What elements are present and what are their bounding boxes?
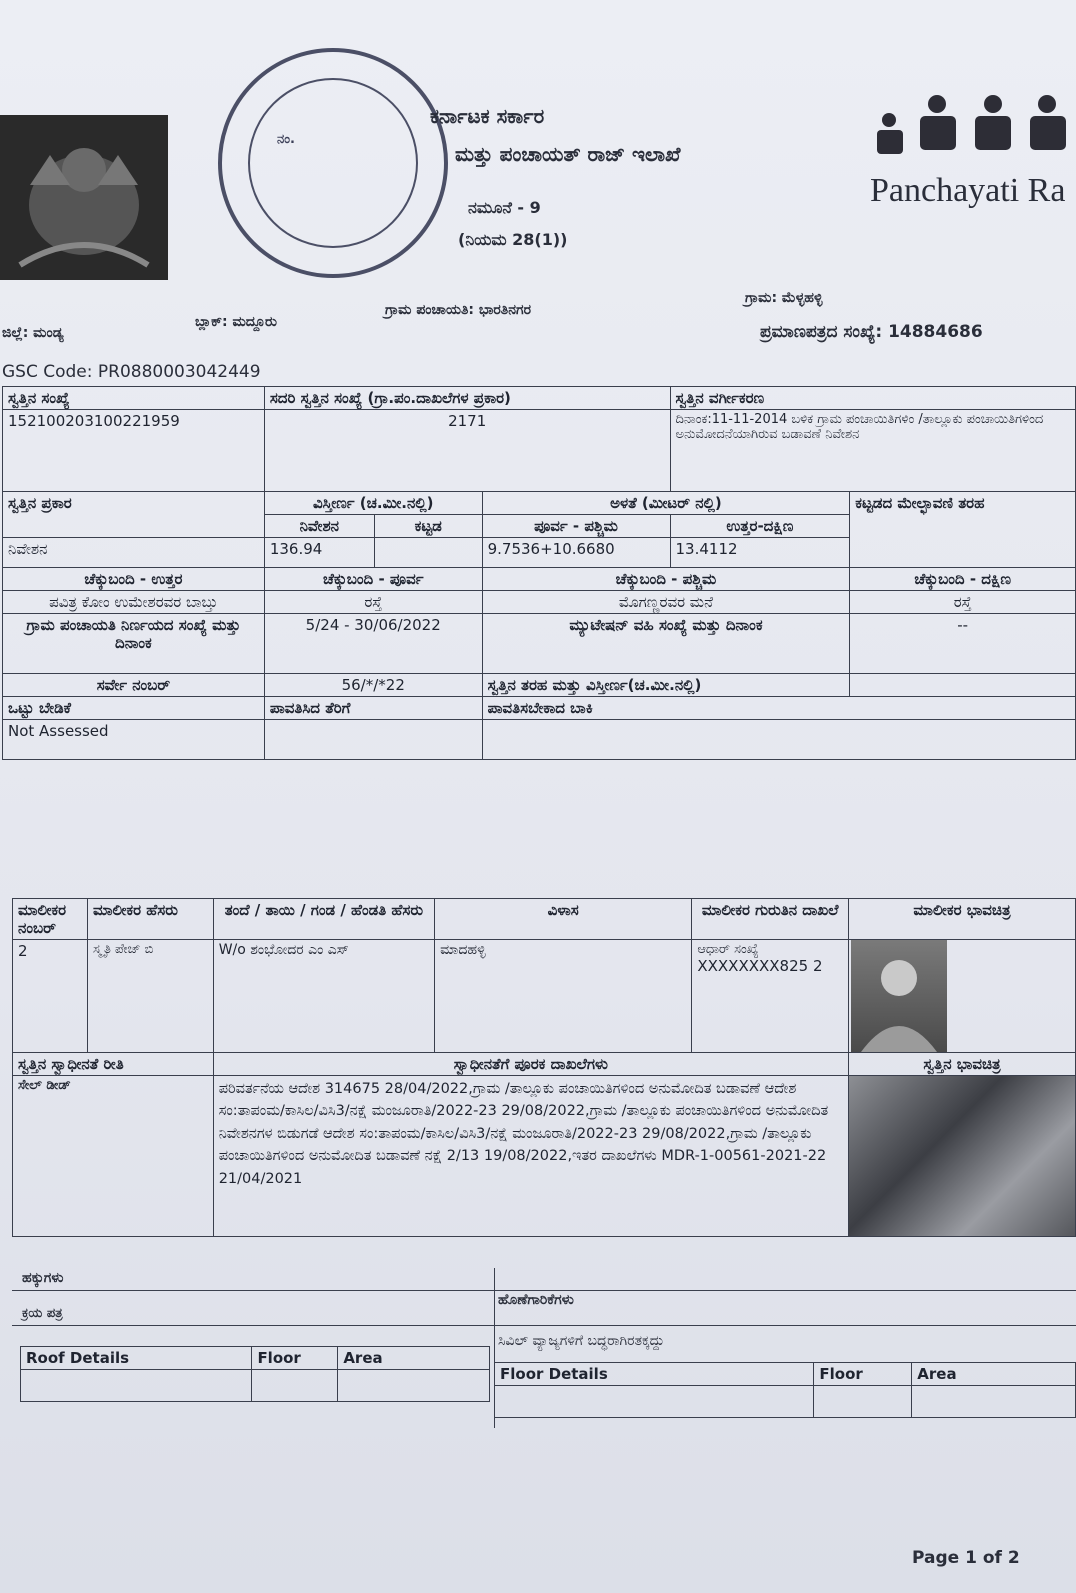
rights-header: ಹಕ್ಕುಗಳು [22, 1270, 64, 1286]
roof-area-header: Area [338, 1347, 490, 1370]
dept-title: ಮತ್ತು ಪಂಚಾಯತ್ ರಾಜ್ ಇಲಾಖೆ [455, 142, 681, 166]
roof-details-header: Roof Details [21, 1347, 252, 1370]
floor-area-header: Area [912, 1363, 1076, 1386]
acquisition-mode: ಸೇಲ್ ಡೀಡ್ [13, 1076, 214, 1237]
north-south-header: ಉತ್ತರ-ದಕ್ಷಿಣ [670, 515, 850, 538]
owner-id-cell [692, 940, 849, 1053]
taluk-label: ಬ್ಲಾಕ್: ಮದ್ದೂರು [195, 314, 277, 330]
acquisition-mode-header: ಸ್ವತ್ತಿನ ಸ್ವಾಧೀನತೆ ರೀತಿ [13, 1053, 214, 1076]
roof-details-table [20, 1346, 490, 1402]
govt-title: ಕರ್ನಾಟಕ ಸರ್ಕಾರ [430, 104, 545, 128]
property-id-header: ಸ್ವತ್ತಿನ ಸಂಖ್ಯೆ [3, 387, 265, 410]
owner-photo [851, 940, 947, 1052]
survey-header: ಸರ್ವೇ ನಂಬರ್ [3, 674, 265, 697]
id-number: XXXXXXXX825 2 [697, 957, 823, 975]
liabilities-text: ಸಿವಿಲ್ ವ್ಯಾಜ್ಯಗಳಿಗೆ ಬದ್ಧರಾಗಿರತಕ್ಕದ್ದು [498, 1333, 665, 1349]
logo-text: Panchayati Ra [870, 172, 1066, 209]
gsc-code: GSC Code: PR0880003042449 [2, 362, 261, 382]
south-boundary: ರಸ್ತೆ [850, 591, 1076, 614]
mutation-header: ಮ್ಯುಟೇಷನ್ ವಹಿ ಸಂಖ್ಯೆ ಮತ್ತು ದಿನಾಂಕ [482, 614, 850, 674]
building-header: ಕಟ್ಟಡ [374, 515, 482, 538]
property-table [2, 386, 1076, 760]
relation-name: W/o ಶಂಭೋದರ ಎಂ ಎಸ್ [213, 940, 434, 1053]
nature-area-header: ಸ್ವತ್ತಿನ ತರಹ ಮತ್ತು ವಿಸ್ತೀರ್ಣ(ಚ.ಮೀ.ನಲ್ಲಿ) [482, 674, 850, 697]
property-type: ನಿವೇಶನ [3, 538, 265, 568]
measurement-header: ಅಳತೆ (ಮೀಟರ್ ನಲ್ಲಿ) [482, 492, 850, 515]
area-header: ವಿಸ್ತೀರ್ಣ (ಚ.ಮೀ.ನಲ್ಲಿ) [264, 492, 482, 515]
page-number: Page 1 of 2 [912, 1548, 1020, 1568]
liabilities-header: ಹೊಣೆಗಾರಿಕೆಗಳು [498, 1292, 574, 1308]
supporting-docs: ಪರಿವರ್ತನೆಯ ಆದೇಶ 314675 28/04/2022,ಗ್ರಾಮ /ತಾಲ್ಲೂಕು ಪಂಚಾಯಿತಿಗಳಿಂದ ಅನುಮೋದಿತ ಬಡಾವಣೆ ಆದೇಶ ಸಂ:ತಾಪಂಮ/ಕಾಸಿಲ/ವಿಸಿ3/ನಕ್ಷೆ ಮಂಜೂರಾತಿ/2022-23 29/08/2022,ಗ್ರಾಮ /ತಾಲ್ಲೂಕು ಪಂಚಾಯಿತಿಗಳಿಂದ ಅನುಮೋದಿತ ನಿವೇಶನಗಳ ಬಿಡುಗಡೆ ಆದೇಶ ಸಂ:ತಾಪಂಮ/ಕಾಸಿಲ/ವಿಸಿ3/ನಕ್ಷೆ ಮಂಜೂರಾತಿ/2022-23 29/08/2022,ಗ್ರಾಮ /ತಾಲ್ಲೂಕು ಪಂಚಾಯಿತಿಗಳಿಂದ ಅನುಮೋದಿತ ಬಡಾವಣೆ ನಕ್ಷೆ 2/13 19/08/2022,ಇತರ ದಾಖಲೆಗಳು MDR-1-00561-2021-22 21/04/2021 [213, 1076, 848, 1237]
owner-table [12, 898, 1076, 1237]
due-header: ಪಾವತಿಸಬೇಕಾದ ಬಾಕಿ [482, 697, 1075, 720]
east-west-header: ಪೂರ್ವ - ಪಶ್ಚಿಮ [482, 515, 670, 538]
building-area [374, 538, 482, 568]
mutation-value: -- [850, 614, 1076, 674]
owner-id-header: ಮಾಲೀಕರ ಗುರುತಿನ ದಾಖಲೆ [692, 899, 849, 940]
floor-details-header: Floor Details [495, 1363, 814, 1386]
panchayati-raj-logo-icon [875, 82, 1075, 172]
address-header: ವಿಳಾಸ [435, 899, 692, 940]
certificate-number: ಪ್ರಮಾಣಪತ್ರದ ಸಂಖ್ಯೆ: 14884686 [760, 322, 983, 342]
property-photo [849, 1076, 1075, 1236]
site-header: ನಿವೇಶನ [264, 515, 374, 538]
classification: ದಿನಾಂಕ:11-11-2014 ಬಳಿಕ ಗ್ರಾಮ ಪಂಚಾಯಿತಿಗಳಿಂ /ತಾಲ್ಲೂಕು ಪಂಚಾಯಿತಿಗಳಿಂದ ಅನುಮೋದನೆಯಾಗಿರುವ ಬಡಾವಣೆ ನಿವೇಶನ [670, 410, 1076, 492]
south-boundary-header: ಚೆಕ್ಕುಬಂದಿ - ದಕ್ಷಿಣ [850, 568, 1076, 591]
survey-number: 56/*/*22 [264, 674, 482, 697]
resolution-header: ಗ್ರಾಮ ಪಂಚಾಯತಿ ನಿರ್ಣಯದ ಸಂಖ್ಯೆ ಮತ್ತು ದಿನಾಂಕ [3, 614, 265, 674]
total-demand: Not Assessed [3, 720, 265, 760]
floor-details-table [494, 1362, 1076, 1418]
east-west-value: 9.7536+10.6680 [482, 538, 670, 568]
property-number: 2171 [264, 410, 670, 492]
owner-photo-header: ಮಾಲೀಕರ ಭಾವಚಿತ್ರ [848, 899, 1075, 940]
property-photo-header: ಸ್ವತ್ತಿನ ಭಾವಚಿತ್ರ [848, 1053, 1075, 1076]
village-label: ಗ್ರಾಮ: ಮೆಳ್ಳಹಳ್ಳಿ [745, 290, 823, 306]
owner-name-header: ಮಾಲೀಕರ ಹೆಸರು [87, 899, 213, 940]
property-id: 152100203100221959 [3, 410, 265, 492]
form-number: ನಮೂನೆ - 9 [468, 198, 541, 217]
north-boundary-header: ಚೆಕ್ಕುಬಂದಿ - ಉತ್ತರ [3, 568, 265, 591]
state-emblem-icon [0, 115, 168, 280]
roof-floor-header: Floor [252, 1347, 338, 1370]
west-boundary-header: ಚೆಕ್ಕುಬಂದಿ - ಪಶ್ಚಿಮ [482, 568, 850, 591]
building-roof-header: ಕಟ್ಟಡದ ಮೇಲ್ಛಾವಣಿ ತರಹ [850, 492, 1076, 568]
west-boundary: ಮೊಗಣ್ಣರವರ ಮನೆ [482, 591, 850, 614]
resolution-value: 5/24 - 30/06/2022 [264, 614, 482, 674]
owner-number-header: ಮಾಲೀಕರ ನಂಬರ್ [13, 899, 88, 940]
owner-name: ಸ್ಮೃತಿ ಪೇಜ್ ಬಿ [87, 940, 213, 1053]
property-number-header: ಸದರಿ ಸ್ವತ್ತಿನ ಸಂಖ್ಯೆ (ಗ್ರಾ.ಪಂ.ದಾಖಲೆಗಳ ಪ್ರಕಾರ) [264, 387, 670, 410]
gp-label: ಗ್ರಾಮ ಪಂಚಾಯತಿ: ಭಾರತಿನಗರ [385, 302, 531, 318]
site-area: 136.94 [264, 538, 374, 568]
district-label: ಜಿಲ್ಲೆ: ಮಂಡ್ಯ [2, 325, 64, 341]
paid-header: ಪಾವತಿಸಿದ ತೆರಿಗೆ [264, 697, 482, 720]
north-south-value: 13.4112 [670, 538, 850, 568]
id-type: ಆಧಾರ್ ಸಂಖ್ಯೆ [697, 942, 759, 957]
east-boundary: ರಸ್ತೆ [264, 591, 482, 614]
owner-address: ಮಾದಹಳ್ಳಿ [435, 940, 692, 1053]
east-boundary-header: ಚೆಕ್ಕುಬಂದಿ - ಪೂರ್ವ [264, 568, 482, 591]
north-boundary: ಪವಿತ್ರ ಕೋಂ ಉಮೇಶರವರ ಬಾಬ್ತು [3, 591, 265, 614]
sale-deed-label: ಕ್ರಯ ಪತ್ರ [22, 1306, 63, 1321]
supporting-docs-header: ಸ್ವಾಧೀನತೆಗೆ ಪೂರಕ ದಾಖಲೆಗಳು [213, 1053, 848, 1076]
classification-header: ಸ್ವತ್ತಿನ ವರ್ಗೀಕರಣ [670, 387, 1076, 410]
gp-seal-stamp: ನಂ. [218, 48, 448, 278]
floor-header: Floor [814, 1363, 912, 1386]
rule-number: (ನಿಯಮ 28(1)) [458, 230, 568, 249]
demand-header: ಒಟ್ಟು ಬೇಡಿಕೆ [3, 697, 265, 720]
relation-header: ತಂದೆ / ತಾಯಿ / ಗಂಡ / ಹೆಂಡತಿ ಹೆಸರು [213, 899, 434, 940]
property-type-header: ಸ್ವತ್ತಿನ ಪ್ರಕಾರ [3, 492, 265, 538]
owner-number: 2 [13, 940, 88, 1053]
